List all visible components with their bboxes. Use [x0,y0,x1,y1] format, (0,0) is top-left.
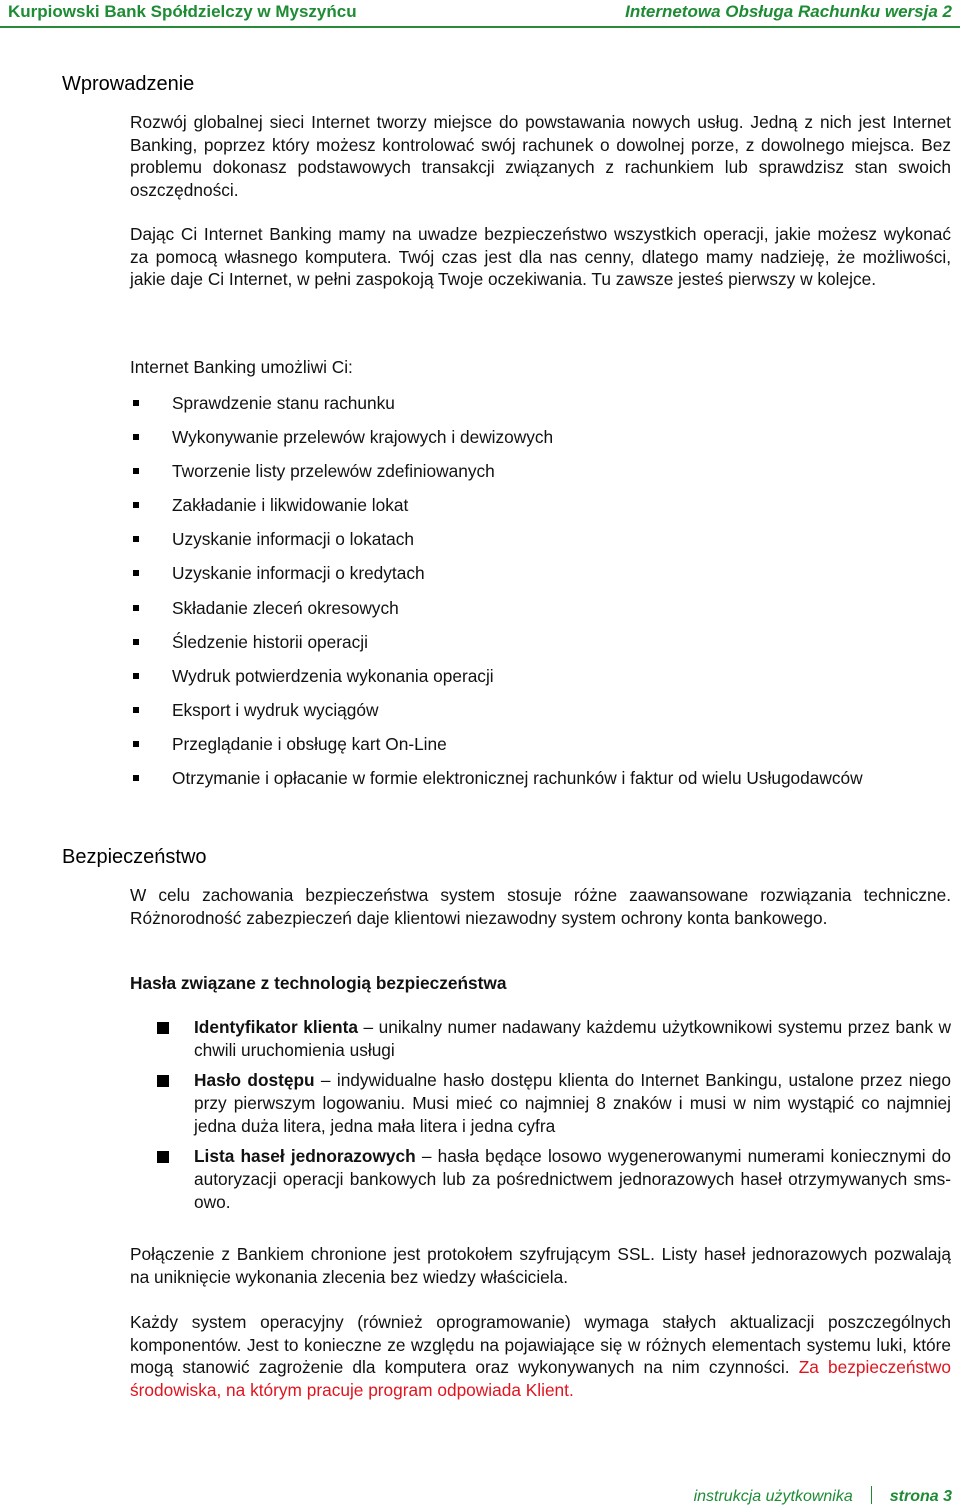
square-bullet-icon [157,1022,169,1034]
document-title: Internetowa Obsługa Rachunku wersja 2 [625,2,952,21]
list-item [130,765,863,799]
list-item-term: Hasło dostępu [194,1070,315,1090]
list-item-text: Wykonywanie przelewów krajowych i dewizowych [172,427,554,448]
list-item-text: Tworzenie listy przelewów zdefiniowanych [172,461,495,482]
list-item [130,560,863,594]
page-number: strona 3 [889,1488,952,1505]
list-item-text: Zakładanie i likwidowanie lokat [172,495,409,516]
list-item [155,1016,951,1062]
list-item-dash: – [415,1146,438,1166]
list-item-text: Wydruk potwierdzenia wykonania operacji [172,665,494,686]
passwords-heading: Hasła związane z technologią bezpieczeństwa [130,973,507,993]
security-paragraph-3-text: Każdy system operacyjny (również oprogramowanie) wymaga stałych aktualizacji poszczególnych komponentów. Jest to konieczne ze względu na pojawiające się w różnych elementach systemu luki, które mogą stanowić zagrożenie dla komputera oraz wykonywanych na nim czynności. [130,1312,951,1377]
list-item-desc: unikalny numer nadawany każdemu użytkownikowi systemu przez bank w chwili uruchomienia usługi [194,1017,951,1060]
intro-paragraph-2: Dając Ci Internet Banking mamy na uwadze bezpieczeństwo wszystkich operacji, jakie możesz wykonać za pomocą własnego komputera. Twój czas jest dla nas cenny, dlatego mamy nadzieję, że możliwości, jakie daje Ci Internet, w pełni zaspokoją Twoje oczekiwania. Tu zawsze jesteś pierwszy w kolejce. [130,224,951,289]
bank-name: Kurpiowski Bank Spółdzielczy w Myszyńcu [8,2,357,21]
square-bullet-icon [133,673,139,679]
security-paragraph-3 [130,1311,951,1401]
security-warning: Za bezpieczeństwo środowiska, na którym pracuje program odpowiada Klient. [130,1357,951,1400]
security-paragraph-1: W celu zachowania bezpieczeństwa system stosuje różne zaawansowane rozwiązania techniczne. Różnorodność zabezpieczeń daje klientowi niezawodny system ochrony konta bankowego. [130,885,951,928]
square-bullet-icon [133,605,139,611]
square-bullet-icon [133,468,139,474]
square-bullet-icon [133,536,139,542]
square-bullet-icon [133,775,139,781]
square-bullet-icon [133,639,139,645]
list-item-term: Identyfikator klienta [194,1017,358,1037]
square-bullet-icon [133,400,139,406]
features-heading: Internet Banking umożliwi Ci: [130,357,353,377]
list-item-term: Lista haseł jednorazowych [194,1146,416,1166]
list-item-text: Przeglądanie i obsługę kart On-Line [172,733,447,754]
list-item [130,526,863,560]
intro-heading: Wprowadzenie [62,73,195,95]
square-bullet-icon [133,707,139,713]
list-item-text: Składanie zleceń okresowych [172,597,399,618]
list-item [155,1145,951,1214]
security-paragraph-2: Połączenie z Bankiem chronione jest protokołem szyfrującym SSL. Listy haseł jednorazowych pozwalają na uniknięcie wykonania zlecenia bez wiedzy właściciela. [130,1244,951,1287]
list-item-desc: indywidualne hasło dostępu klienta do Internet Bankingu, ustalone przez niego przy pierwszym logowaniu. Musi mieć co najmniej 8 znaków i musi w nim wystąpić co najmniej jedna duża litera, jedna mała litera i jedna cyfra [194,1070,952,1136]
list-item [155,1069,951,1138]
intro-paragraph-1: Rozwój globalnej sieci Internet tworzy miejsce do powstawania nowych usług. Jedną z nich jest Internet Banking, poprzez który możesz kontrolować swój rachunek o dowolnej porze, z dowolnego miejsca. Bez problemu dokonasz podstawowych transakcji związanych z rachunkiem lub sprawdzisz stan swoich oszczędności. [130,112,951,200]
security-heading: Bezpieczeństwo [62,846,207,868]
features-list [130,390,863,799]
square-bullet-icon [133,502,139,508]
page-header [0,0,960,28]
footer-divider [871,1486,872,1504]
list-item-text: Uzyskanie informacji o lokatach [172,529,415,550]
list-item-text: Uzyskanie informacji o kredytach [172,563,425,584]
list-item-text: Sprawdzenie stanu rachunku [172,393,395,413]
footer-label: instrukcja użytkownika [693,1488,853,1505]
list-item-text: Eksport i wydruk wyciągów [172,699,379,720]
list-item [130,492,863,526]
square-bullet-icon [133,434,139,440]
list-item [130,458,863,492]
list-item [130,663,863,697]
list-item-desc: hasła będące losowo wygenerowanymi numerami koniecznymi do autoryzacji operacji bankowych lub za pośrednictwem jednorazowych haseł otrzymywanych sms-owo. [194,1146,952,1212]
square-bullet-icon [157,1151,169,1163]
list-item-dash: – [314,1070,337,1090]
list-item [130,697,863,731]
square-bullet-icon [133,741,139,747]
square-bullet-icon [157,1075,169,1087]
square-bullet-icon [133,570,139,576]
list-item-dash: – [357,1017,379,1037]
list-item-text: Śledzenie historii operacji [172,631,368,652]
list-item [130,731,863,765]
list-item [130,390,863,424]
list-item [130,424,863,458]
list-item [130,595,863,629]
list-item [130,629,863,663]
page-footer [694,1486,952,1506]
passwords-list [155,1016,951,1221]
list-item-text: Otrzymanie i opłacanie w formie elektronicznej rachunków i faktur od wielu Usługodawców [172,768,863,789]
